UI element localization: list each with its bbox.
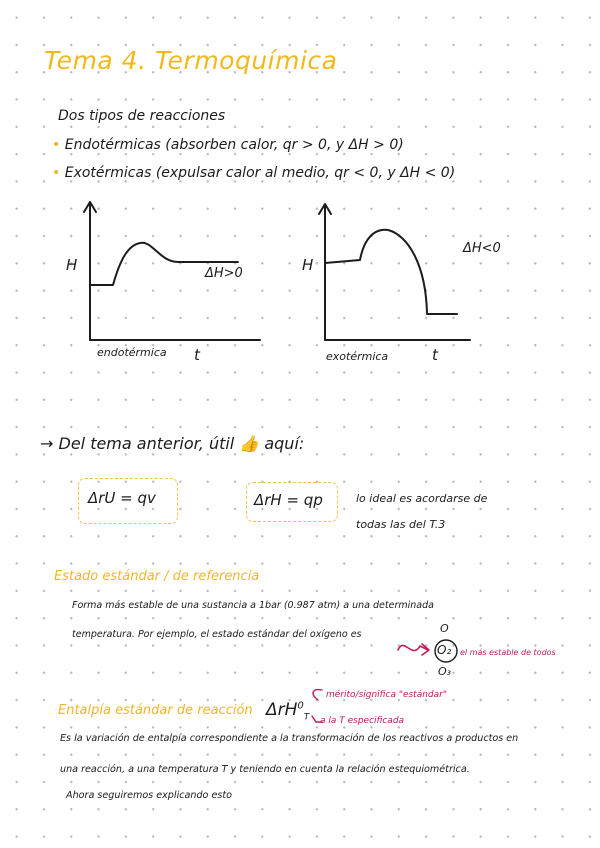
entalpia-line-3: Ahora seguiremos explicando esto: [66, 790, 233, 801]
bullet-dot: •: [52, 165, 61, 181]
page-title: Tema 4. Termoquímica: [44, 46, 338, 75]
note-line-2: todas las del T.3: [356, 518, 446, 531]
entalpia-note-temperature: a la T especificada: [320, 716, 405, 726]
oxygen-o: O: [440, 622, 449, 635]
entalpia-symbol-main: ΔrH: [266, 700, 298, 720]
entalpia-symbol-sup: 0: [297, 700, 304, 712]
entalpia-note-standard: mérito/significa "estándar": [326, 690, 447, 700]
previous-heading: → Del tema anterior, útil 👍 aquí:: [40, 434, 305, 453]
bullet-dot: •: [52, 137, 61, 153]
exo-y-label: H: [302, 256, 314, 274]
oxygen-note: el más estable de todos: [460, 648, 556, 657]
note-line-1: lo ideal es acordarse de: [356, 492, 488, 505]
endo-x-label: endotérmica: [97, 346, 167, 359]
pointer-standard: [313, 690, 322, 700]
entalpia-line-1: Es la variación de entalpía correspondiente a la transformación de los reactivos a productos en: [60, 733, 519, 744]
exo-annotation: ΔH<0: [463, 241, 501, 256]
formula-du: ΔrU = qv: [88, 489, 156, 507]
endo-y-label: H: [66, 256, 78, 274]
entalpia-heading: Entalpía estándar de reacción: [58, 703, 253, 718]
oxygen-o3: O₃: [438, 665, 452, 678]
intro-heading: Dos tipos de reacciones: [58, 108, 226, 124]
formula-dh: ΔrH = qp: [254, 491, 323, 509]
exo-t-label: t: [432, 346, 438, 364]
bullet-exotermicas-text: Exotérmicas (expulsar calor al medio, qr < 0, y ΔH < 0): [64, 165, 456, 181]
oxygen-o2: O₂: [437, 643, 452, 657]
bullet-endotermicas-text: Endotérmicas (absorben calor, qr > 0, y ΔH > 0): [64, 137, 404, 153]
endo-annotation: ΔH>0: [205, 266, 243, 281]
entalpia-symbol-sub: T: [303, 712, 310, 723]
estado-line-1: Forma más estable de una sustancia a 1bar (0.987 atm) a una determinada: [72, 600, 434, 611]
exo-x-label: exotérmica: [326, 350, 389, 363]
entalpia-line-2: una reacción, a una temperatura T y teniendo en cuenta la relación estequiométrica.: [60, 764, 470, 775]
estado-heading: Estado estándar / de referencia: [54, 569, 260, 584]
endo-t-label: t: [194, 346, 200, 364]
estado-line-2: temperatura. Por ejemplo, el estado estándar del oxígeno es: [72, 629, 362, 640]
